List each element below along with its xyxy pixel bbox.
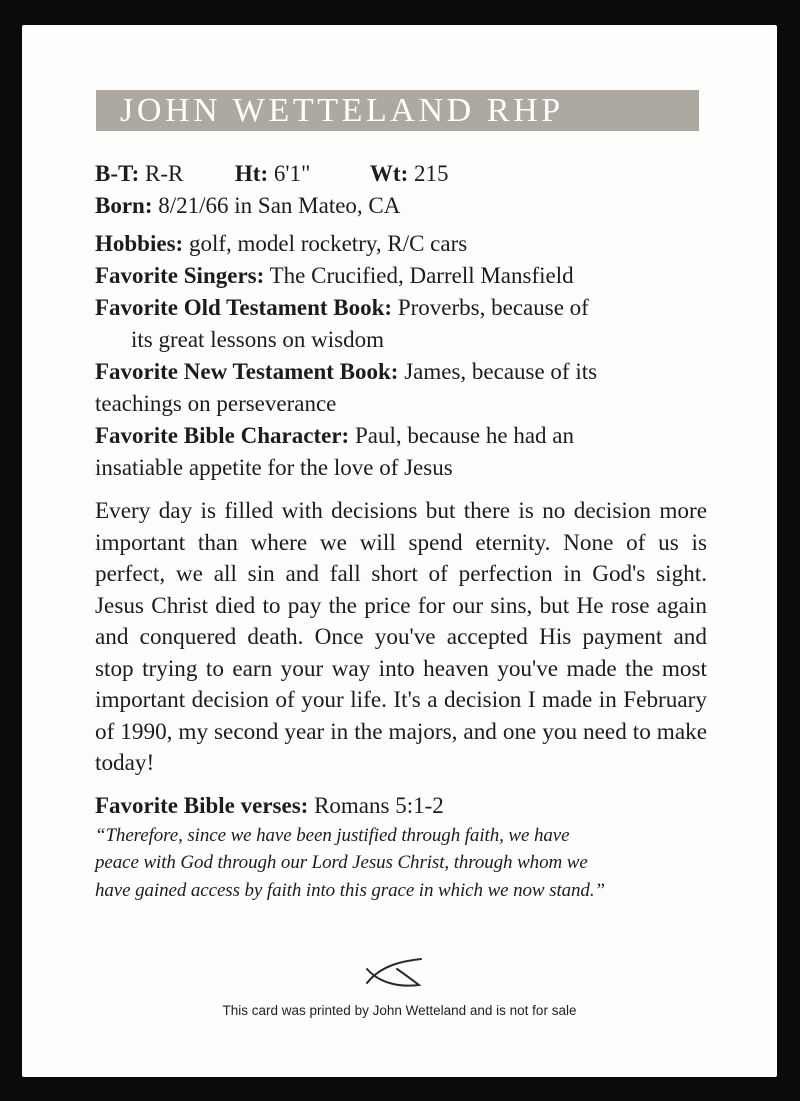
born-row [95,190,707,222]
hobbies-value: golf, model rocketry, R/C cars [188,231,468,256]
nt-book-label: Favorite New Testament Book: [95,359,399,384]
hobbies-row [95,228,707,260]
verses-label: Favorite Bible verses: [95,792,309,818]
bt-value: R-R [145,161,184,186]
hobbies-label: Hobbies: [95,231,184,256]
verses-reference: Romans 5:1-2 [314,792,444,818]
footer-note: This card was printed by John Wetteland and is not for sale [222,1003,577,1018]
testimony-paragraph: Every day is filled with decisions but there is no decision more important than where we will spend eternity. None of us is perfect, we all sin and fall short of perfection in God's sight. Jesus Christ died to pay the price for our sins, but He rose again and conquered death. Once you've accepted His payment and stop trying to earn your way into heaven you've made the most important decision of your life. It's a decision I made in February of 1990, my second year in the majors, and one you need to make today! [95,498,707,776]
verse-quote-line: peace with God through our Lord Jesus Christ, through whom we [95,852,588,873]
ot-book-continued: its great lessons on wisdom [131,327,384,352]
card-text [95,158,707,904]
bible-character-continued: insatiable appetite for the love of Jesus [95,455,453,480]
singers-row [95,260,707,292]
wt-label: Wt: [369,161,409,186]
verses-row [95,790,707,822]
bible-character-value: Paul, because he had an [354,423,575,448]
bible-character-row [95,420,707,452]
ot-book-label: Favorite Old Testament Book: [95,295,393,320]
verse-quote [95,822,707,905]
nt-book-continued: teachings on perseverance [95,391,337,416]
bible-character-label: Favorite Bible Character: [95,423,350,448]
born-label: Born: [95,193,153,218]
ht-label: Ht: [234,161,269,186]
player-name-banner: JOHN WETTELAND RHP [96,90,699,131]
ht-value: 6'1" [273,161,311,186]
bt-label: B-T: [95,161,140,186]
stats-row [95,158,707,190]
singers-value: The Crucified, Darrell Mansfield [269,263,574,288]
ichthys-fish-icon [363,955,425,995]
ot-book-row [95,292,707,324]
card-back [22,25,777,1077]
verse-quote-line: “Therefore, since we have been justified through faith, we have [95,824,570,846]
ot-book-value: Proverbs, because of [397,295,589,320]
born-value: 8/21/66 in San Mateo, CA [158,193,401,218]
verse-quote-line: have gained access by faith into this grace in which we now stand.” [95,879,605,901]
wt-value: 215 [413,161,449,186]
singers-label: Favorite Singers: [95,263,265,288]
nt-book-row [95,356,707,388]
nt-book-value: James, because of its [404,359,598,384]
